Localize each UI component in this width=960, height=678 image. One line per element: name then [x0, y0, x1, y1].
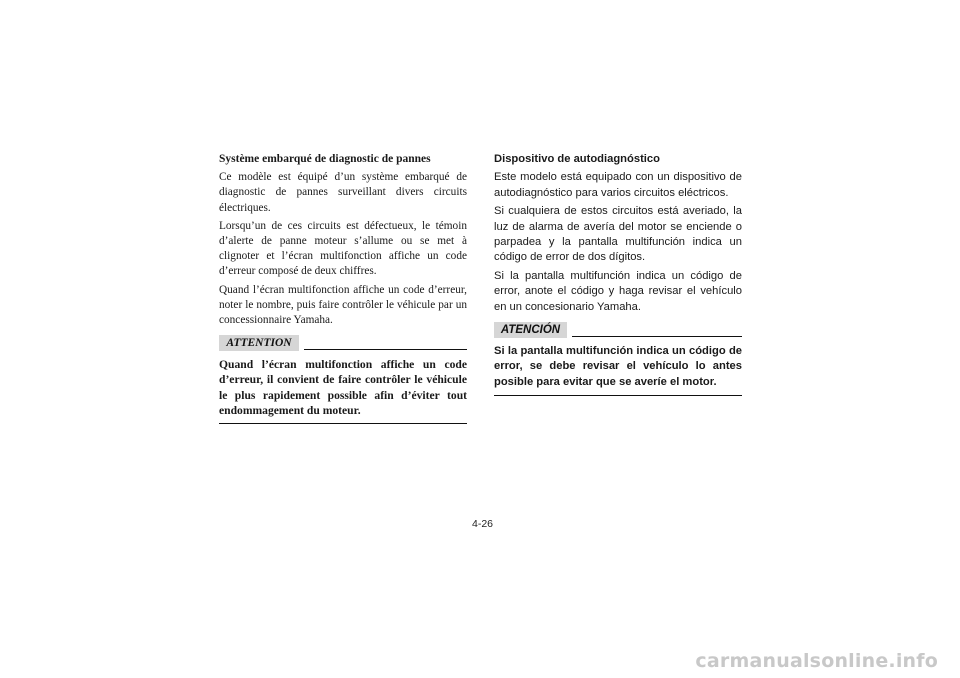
notice-text: Si la pantalla multifunción indica un código de error, se debe revisar el vehículo lo antes posible para evitar que se averíe el motor.	[494, 345, 742, 388]
paragraph: Si la pantalla multifunción indica un código de error, anote el código y haga revisar el vehículo en un concesionario Yamaha.	[494, 269, 742, 313]
section-heading: Dispositivo de autodiagnóstico	[494, 153, 660, 165]
french-column	[219, 152, 467, 424]
paragraph: Ce modèle est équipé d’un système embarqué de diagnostic de pannes surveillant divers circuits électriques.	[219, 171, 467, 214]
watermark: carmanualsonline.info	[695, 650, 938, 672]
paragraph: Lorsqu’un de ces circuits est défectueux, le témoin d’alerte de panne moteur s’allume ou se met à clignoter et l’écran multifonction affiche un code d’erreur composé de deux chiffres.	[219, 219, 467, 278]
paragraph: Quand l’écran multifonction affiche un code d’erreur, noter le nombre, puis faire contrôler le véhicule par un concessionnaire Yamaha.	[219, 283, 467, 327]
notice-end-rule	[219, 423, 467, 424]
atencion-badge: ATENCIÓN	[494, 322, 567, 338]
attention-badge: ATTENTION	[219, 335, 299, 351]
notice-rule	[572, 336, 742, 337]
notice-header	[219, 335, 467, 351]
spanish-column	[494, 152, 742, 396]
notice-end-rule	[494, 395, 742, 396]
section-heading: Système embarqué de diagnostic de pannes	[219, 153, 431, 165]
notice-header	[494, 322, 742, 338]
page-number: 4-26	[472, 518, 494, 530]
paragraph: Este modelo está equipado con un dispositivo de autodiagnóstico para varios circuitos eléctricos.	[494, 171, 742, 199]
notice-rule	[304, 349, 467, 350]
notice-text: Quand l’écran multifonction affiche un code d’erreur, il convient de faire contrôler le véhicule le plus rapidement possible afin d’éviter tout endommagement du moteur.	[219, 358, 467, 417]
paragraph: Si cualquiera de estos circuitos está averiado, la luz de alarma de avería del motor se enciende o parpadea y la pantalla multifunción indica un código de error de dos dígitos.	[494, 205, 742, 264]
